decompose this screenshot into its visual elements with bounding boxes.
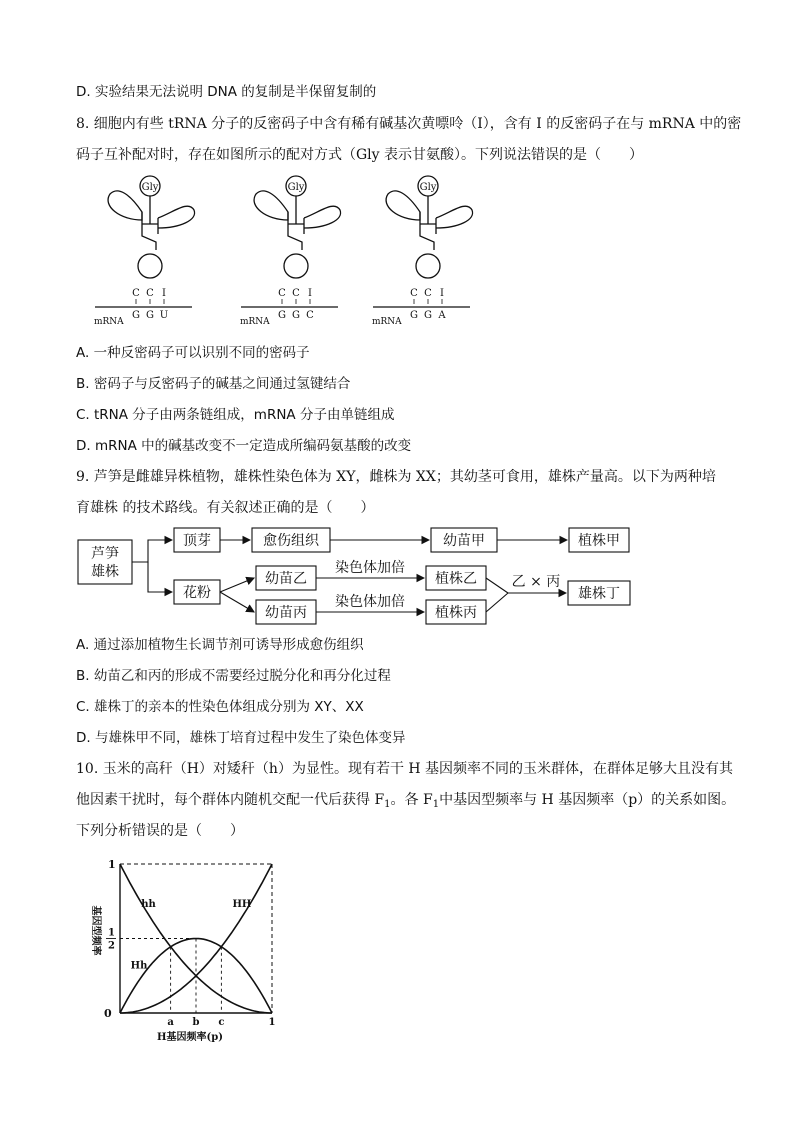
- anticodon-base: C: [410, 288, 418, 299]
- anticodon-stem: [420, 224, 436, 250]
- trna-molecule-2: [240, 176, 341, 327]
- flow-double-1: 染色体加倍: [335, 560, 405, 576]
- q9-stem-line2: 育雄株 的技术路线。有关叙述正确的是（ ）: [76, 500, 375, 516]
- q9-option-b: B. 幼苗乙和丙的形成不需要经过脱分化和再分化过程: [76, 668, 391, 684]
- anticodon-base: C: [278, 288, 286, 299]
- label-hh: hh: [141, 899, 156, 911]
- breeding-flowchart: [76, 522, 666, 632]
- q8-option-c: C. tRNA 分子由两条链组成，mRNA 分子由单链组成: [76, 407, 395, 423]
- q8-stem-line2: 码子互补配对时，存在如图所示的配对方式（Gly 表示甘氨酸）。下列说法错误的是（ ）: [76, 147, 644, 163]
- q8-option-d: D. mRNA 中的碱基改变不一定造成所编码氨基酸的改变: [76, 438, 412, 454]
- mrna-label: mRNA: [94, 317, 124, 327]
- y-tick-1: 1: [108, 858, 116, 871]
- q8-option-b: B. 密码子与反密码子的碱基之间通过氢键结合: [76, 376, 351, 392]
- codon-base: U: [159, 310, 169, 321]
- left-arm: [108, 191, 142, 220]
- flow-seedling-c: 幼苗丙: [265, 605, 307, 621]
- flow-callus: 愈伤组织: [263, 533, 319, 549]
- y-tick-half-den: 2: [108, 940, 115, 952]
- anticodon-base: C: [424, 288, 432, 299]
- x-tick-b: b: [192, 1017, 200, 1028]
- anticodon-stem: [142, 224, 158, 250]
- trna-molecule-1: [94, 176, 195, 327]
- flow-double-2: 染色体加倍: [335, 594, 405, 610]
- q9-option-c: C. 雄株丁的亲本的性染色体组成分别为 XY、XX: [76, 699, 364, 715]
- anticodon-stem: [288, 224, 304, 250]
- flow-plant-d: 雄株丁: [578, 586, 620, 602]
- y-tick-half-num: 1: [108, 927, 115, 939]
- flow-pollen: 花粉: [183, 585, 211, 601]
- q8-option-a: A. 一种反密码子可以识别不同的密码子: [76, 345, 310, 361]
- codon-base: G: [132, 310, 140, 321]
- amino-acid-label: Gly: [419, 182, 437, 193]
- q9-stem-line1: 9. 芦笋是雌雄异株植物，雄株性染色体为 XY，雌株为 XX；其幼茎可食用，雄株产量高。以下为两种培: [76, 469, 716, 485]
- q8-stem-line1: 8. 细胞内有些 tRNA 分子的反密码子中含有稀有碱基次黄嘌呤（I），含有 I 的反密码子在与 mRNA 中的密: [76, 116, 742, 132]
- codon-base: G: [424, 310, 432, 321]
- x-tick-1: 1: [268, 1017, 276, 1028]
- codon-base: A: [438, 310, 446, 321]
- label-HH: HH: [232, 899, 252, 911]
- trna-figure: [90, 172, 490, 332]
- flow-seedling-a: 幼苗甲: [443, 533, 485, 549]
- codon-base: G: [292, 310, 300, 321]
- q10-stem-line3: 下列分析错误的是（ ）: [76, 823, 244, 839]
- genotype-frequency-chart: [80, 850, 300, 1045]
- anticodon-base: C: [146, 288, 154, 299]
- x-tick-c: c: [218, 1017, 225, 1028]
- x-axis-title: H基因频率(p): [157, 1032, 223, 1043]
- y-tick-0: 0: [104, 1007, 112, 1020]
- codon-base: G: [410, 310, 418, 321]
- flow-start-line2: 雄株: [91, 564, 119, 580]
- y-axis-title: 基因型频率: [90, 905, 101, 956]
- codon-base: C: [306, 310, 314, 321]
- q9-option-a: A. 通过添加植物生长调节剂可诱导形成愈伤组织: [76, 637, 364, 653]
- flow-plant-b: 植株乙: [435, 571, 477, 587]
- amino-acid-label: Gly: [287, 182, 305, 193]
- anticodon-loop: [138, 254, 162, 278]
- anticodon-base: I: [308, 288, 312, 299]
- label-Hh: Hh: [130, 960, 148, 972]
- flow-plant-a: 植株甲: [578, 533, 620, 549]
- mrna-label: mRNA: [372, 317, 402, 327]
- left-arm: [254, 191, 288, 220]
- trna-molecule-3: [372, 176, 473, 327]
- right-arm: [436, 206, 473, 228]
- anticodon-loop: [416, 254, 440, 278]
- anticodon-base: I: [162, 288, 166, 299]
- mrna-label: mRNA: [240, 317, 270, 327]
- codon-base: G: [146, 310, 154, 321]
- q10-stem-line2: 他因素干扰时，每个群体内随机交配一代后获得 $F_1$。各 $F_1$中基因型频率与 H 基因频率（p）的关系如图。: [76, 792, 736, 810]
- flow-cross: 乙 × 丙: [511, 574, 561, 590]
- flow-start-line1: 芦笋: [91, 546, 119, 562]
- codon-base: G: [278, 310, 286, 321]
- anticodon-base: C: [292, 288, 300, 299]
- anticodon-base: I: [440, 288, 444, 299]
- flow-top-bud: 顶芽: [183, 533, 211, 549]
- flow-plant-c: 植株丙: [435, 605, 477, 621]
- right-arm: [304, 206, 341, 228]
- flow-seedling-b: 幼苗乙: [265, 571, 307, 587]
- q7-option-d: D. 实验结果无法说明 DNA 的复制是半保留复制的: [76, 84, 377, 100]
- left-arm: [386, 191, 420, 220]
- anticodon-base: C: [132, 288, 140, 299]
- q9-option-d: D. 与雄株甲不同，雄株丁培育过程中发生了染色体变异: [76, 730, 406, 746]
- x-tick-a: a: [167, 1017, 174, 1028]
- q10-stem-line1: 10. 玉米的高秆（H）对矮秆（h）为显性。现有若干 H 基因频率不同的玉米群体，在群体足够大且没有其: [76, 761, 734, 777]
- anticodon-loop: [284, 254, 308, 278]
- right-arm: [158, 206, 195, 228]
- amino-acid-label: Gly: [141, 182, 159, 193]
